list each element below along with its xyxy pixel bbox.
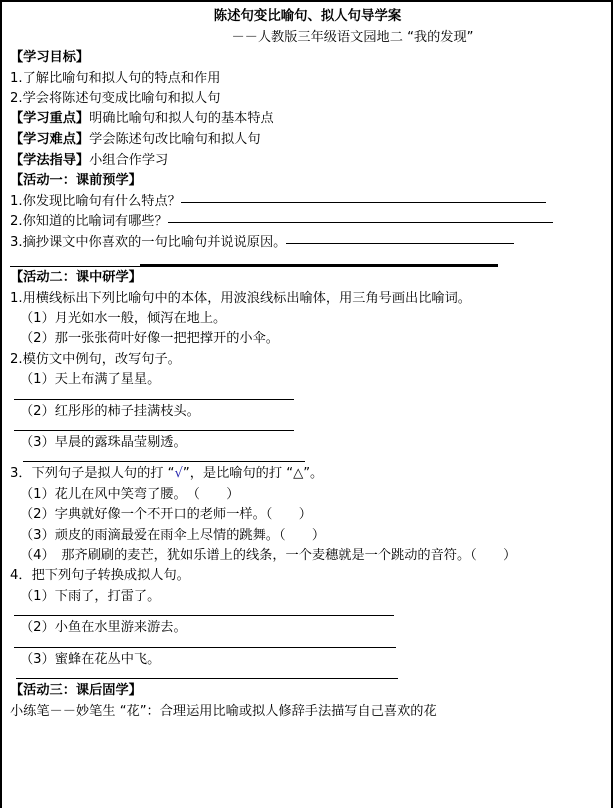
method-text: 小组合作学习 [89, 152, 169, 168]
activity2-question-4: 4．把下列句子转换成拟人句。 [10, 568, 190, 584]
activity2-q3-item-3[interactable]: （3）顽皮的雨滴最爱在雨伞上尽情的跳舞。（ ） [20, 527, 326, 543]
difficulty-text: 学会陈述句改比喻句和拟人句 [89, 132, 261, 147]
activity2-q3-item-4[interactable]: （4） 那齐刷刷的麦芒，犹如乐谱上的线条，一个麦穗就是一个跳动的音符。（ ） [20, 548, 517, 564]
document-body [10, 6, 605, 722]
activity2-q1-item-1: （1）月光如水一般，倾泻在地上。 [20, 311, 227, 326]
activity2-q2-answer-line-2-wrap [10, 422, 605, 431]
heading-activity-2: 【活动二：课中研学】 [10, 270, 142, 285]
activity1-question-3 [10, 233, 605, 253]
page-subtitle: －－人教版三年级语文园地二 “我的发现” [231, 30, 474, 45]
activity2-q3-text-post: ”。 [303, 466, 324, 482]
activity1-q2-answer-blank[interactable] [168, 212, 553, 223]
activity1-question-2 [10, 212, 605, 232]
activity2-q4-answer-line-2-wrap [10, 639, 605, 648]
activity2-q4-item-3: （3）蜜蜂在花丛中飞。 [20, 651, 161, 667]
activity2-q4-answer-line-1-wrap [10, 607, 605, 616]
activity2-question-2: 2.模仿文中例句，改写句子。 [10, 351, 181, 367]
activity1-q2-text: 2.你知道的比喻词有哪些？ [10, 214, 168, 230]
activity1-q3-text: 3.摘抄课文中你喜欢的一句比喻句并说说原因。 [10, 234, 287, 250]
heading-method [10, 151, 605, 172]
activity2-q4-item-1: （1）下雨了，打雷了。 [20, 588, 161, 604]
activity2-q4-item-2: （2）小鱼在水里游来游去。 [20, 620, 187, 636]
activity1-answer-continuation-rule [10, 256, 605, 267]
activity2-q3-item-1[interactable]: （1）花儿在风中笑弯了腰。 （ ） [20, 486, 240, 502]
continuation-rule-thin[interactable] [10, 260, 140, 267]
key-point-text: 明确比喻句和拟人句的基本特点 [89, 111, 274, 127]
activity2-question-3 [10, 462, 605, 484]
activity3-text: 小练笔－－妙笔生 “花”：合理运用比喻或拟人修辞手法描写自己喜欢的花 [10, 703, 437, 719]
activity2-q1-item-2: （2）那一张张荷叶好像一把把撑开的小伞。 [20, 331, 279, 347]
activity2-q2-item-3: （3）早晨的露珠晶莹剔透。 [20, 435, 187, 451]
activity1-q1-answer-blank[interactable] [181, 192, 546, 203]
heading-objectives: 【学习目标】 [10, 50, 90, 65]
activity2-q4-answer-line-3-wrap [10, 670, 605, 679]
heading-activity-1: 【活动一：课前预学】 [10, 173, 142, 189]
section-divider-thick [140, 258, 498, 267]
activity2-q3-text-mid: ”，是比喻句的打 “ [182, 466, 294, 482]
activity2-q3-item-2[interactable]: （2）字典就好像一个不开口的老师一样。（ ） [20, 507, 312, 523]
objective-item-2: 2.学会将陈述句变成比喻句和拟人句 [10, 91, 221, 106]
activity2-question-1: 1.用横线标出下列比喻句中的本体，用波浪线标出喻体，用三角号画出比喻词。 [10, 290, 471, 306]
triangle-mark-icon: △ [293, 466, 304, 482]
difficulty-label: 【学习难点】 [10, 132, 90, 147]
method-label: 【学法指导】 [10, 152, 90, 168]
heading-difficulty [10, 130, 605, 151]
activity1-q1-text: 1.你发现比喻句有什么特点？ [10, 193, 181, 209]
activity1-question-1 [10, 192, 605, 212]
heading-key-point [10, 109, 605, 130]
activity1-q3-answer-blank[interactable] [286, 233, 514, 244]
objective-item-1: 1.了解比喻句和拟人句的特点和作用 [10, 70, 221, 86]
heading-activity-3: 【活动三：课后固学】 [10, 683, 142, 699]
activity2-q2-item-2: （2）红彤彤的柿子挂满枝头。 [20, 403, 200, 419]
activity2-q3-text-pre: 3．下列句子是拟人句的打 “ [10, 466, 175, 482]
page-title: 陈述句变比喻句、拟人句导学案 [213, 9, 402, 24]
activity2-q2-answer-line-3-wrap [10, 453, 605, 462]
activity2-q2-item-1: （1）天上布满了星星。 [20, 372, 161, 388]
activity2-q2-answer-line-1-wrap [10, 391, 605, 400]
key-point-label: 【学习重点】 [10, 111, 90, 127]
check-mark-icon: √ [174, 466, 183, 482]
